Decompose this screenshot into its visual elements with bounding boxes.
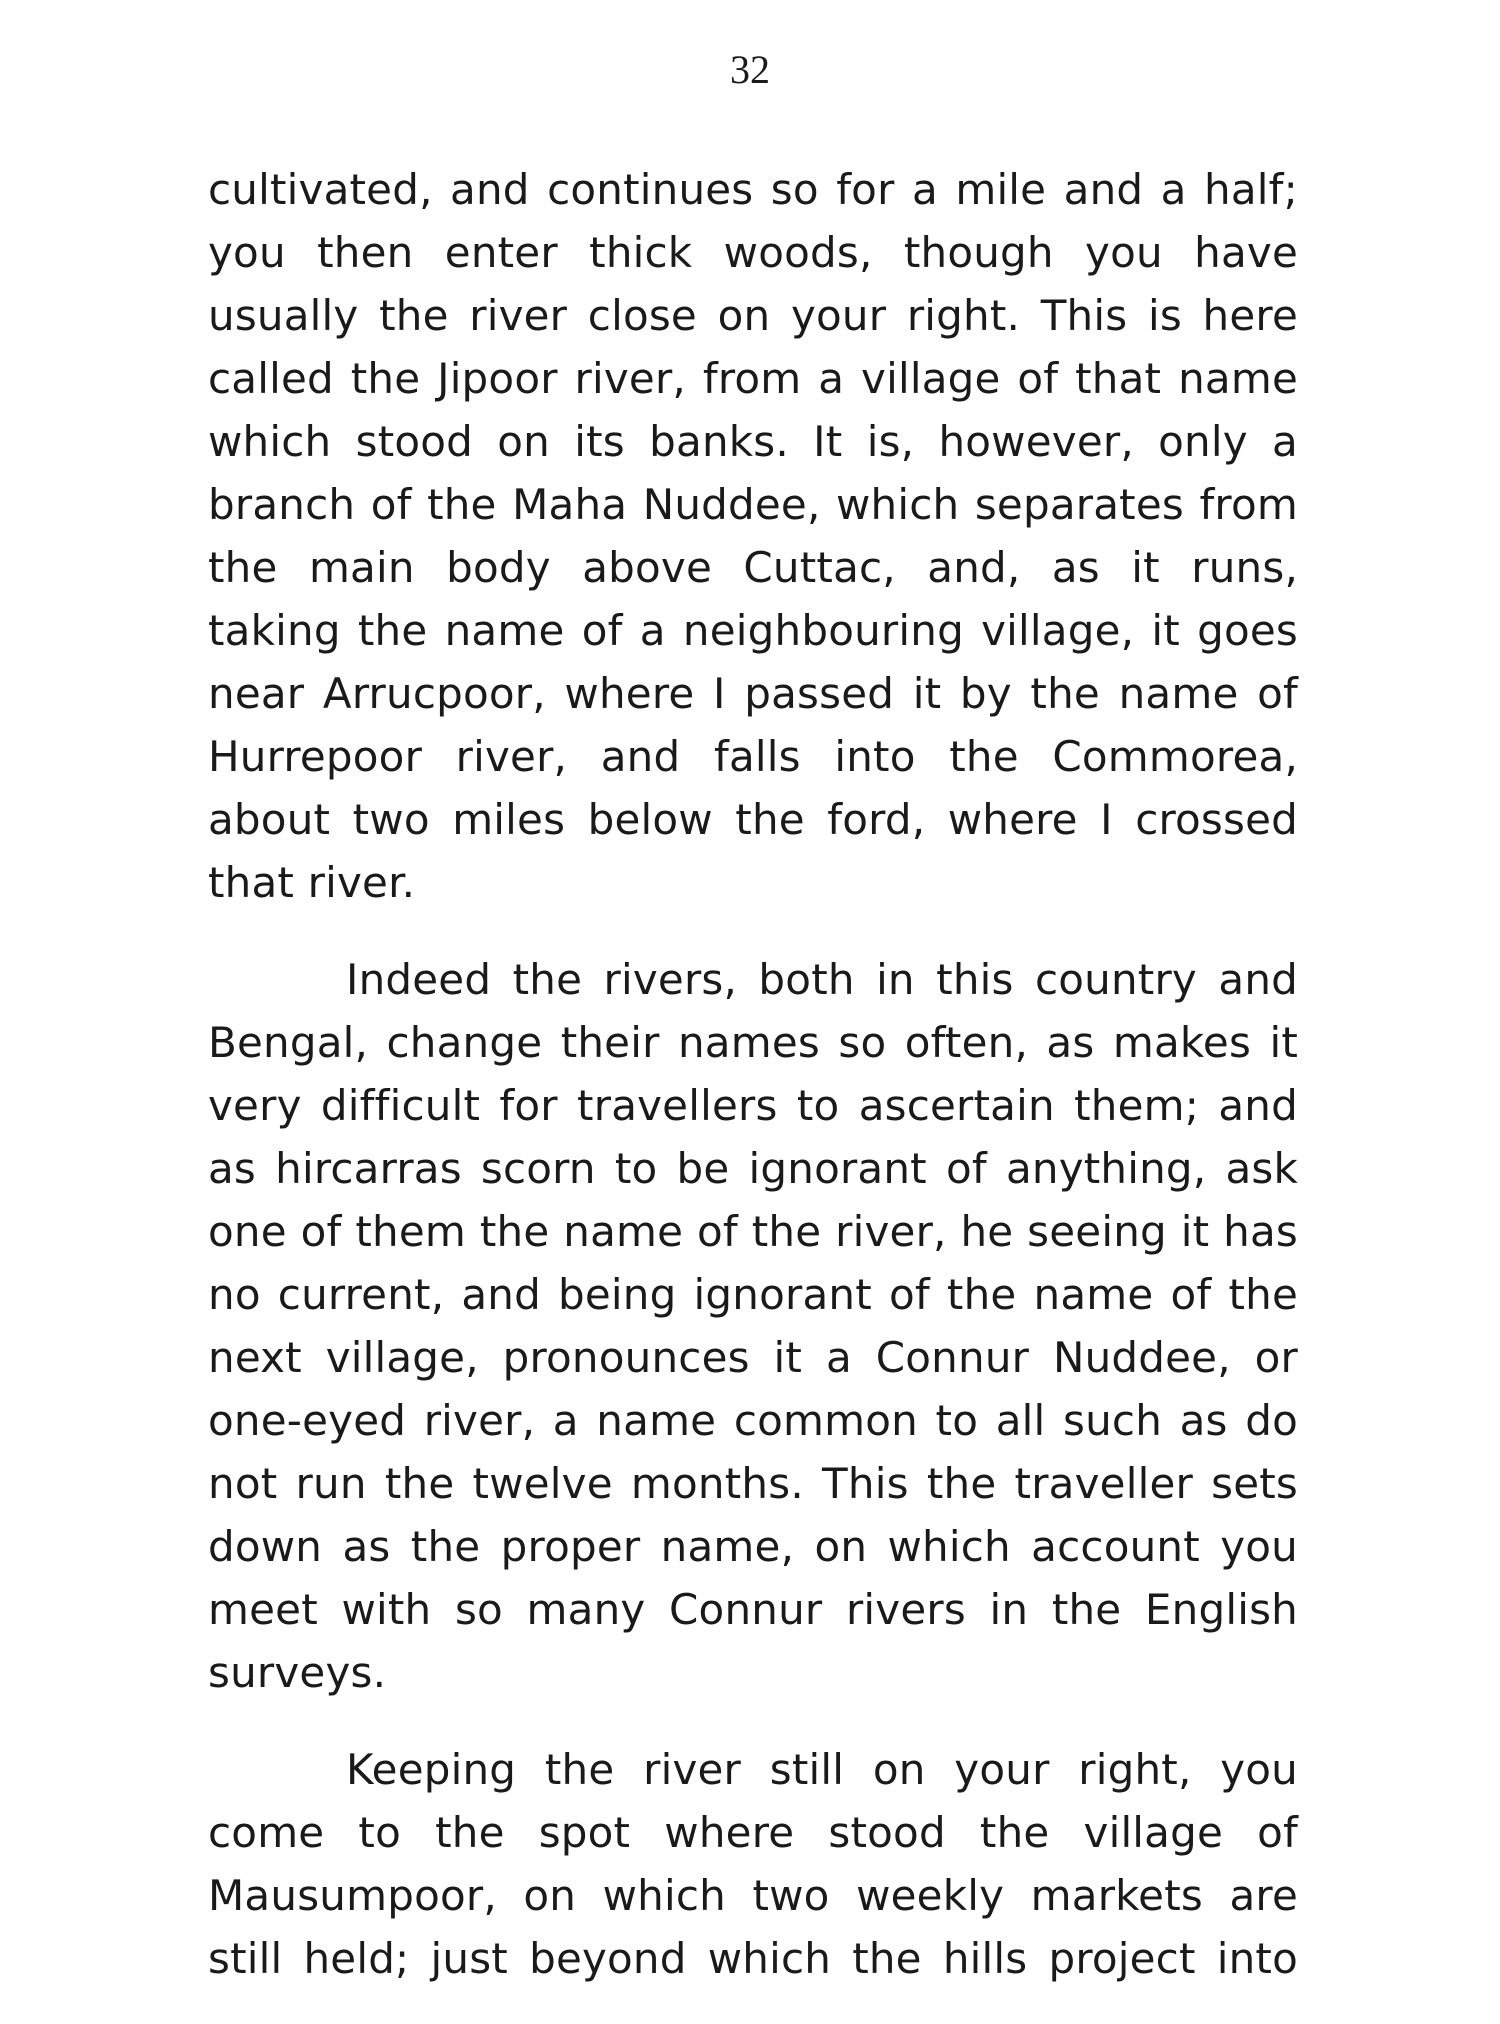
paragraph-rivers-names: Indeed the rivers, both in this country and Bengal, change their names so often, as makes it very difficult for travellers to ascertain them; and as hircarras scorn to be ignorant of anything, ask one of them the name of the river, he seeing it has no current, and being ignorant of the name of the next village, pronounces it a Connur Nuddee, or one-eyed river, a name common to all such as do not run the twelve months. This the traveller sets down as the proper name, on which account you meet with so many Connur rivers in the English surveys. [208, 955, 1298, 1697]
paragraph-continuation: cultivated, and continues so for a mile and a half; you then enter thick woods, though you have usually the river close on your right. This is here called the Jipoor river, from a village of that name which stood on its banks. It is, however, only a branch of the Maha Nuddee, which separates from the main body above Cuttac, and, as it runs, taking the name of a neighbouring village, it goes near Arrucpoor, where I passed it by the name of Hurrepoor river, and falls into the Commorea, about two miles below the ford, where I crossed that river. [208, 165, 1298, 907]
paragraph-mausumpoor: Keeping the river still on your right, you come to the spot where stood the village of Mausumpoor, on which two weekly markets are still held; just beyond which the hills project into [208, 1745, 1298, 1983]
page-number: 32 [730, 47, 770, 92]
body-text [208, 158, 1298, 2024]
